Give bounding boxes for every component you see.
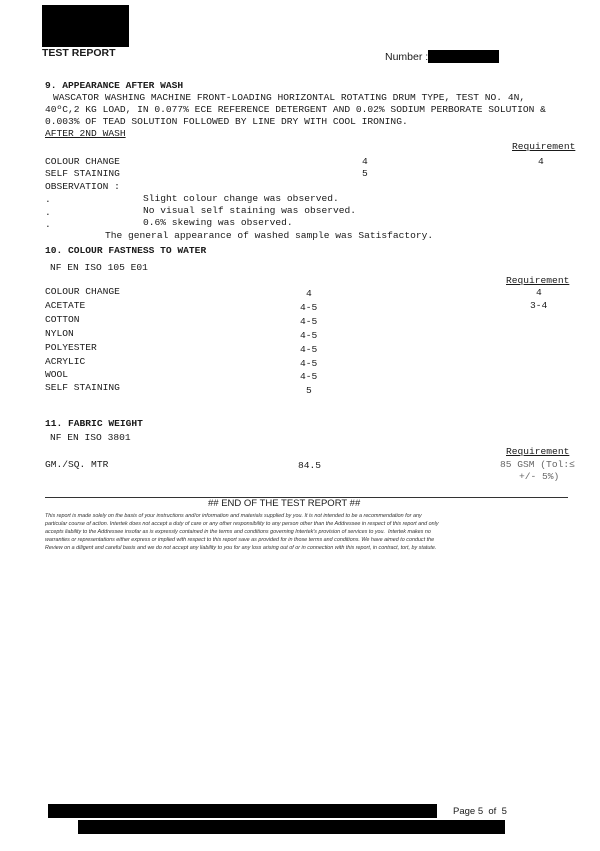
section-11-row-value: 84.5	[298, 460, 322, 471]
section-9-subheading: AFTER 2ND WASH	[45, 128, 126, 139]
section-9-row-value: 4	[362, 156, 368, 167]
section-10-standard: NF EN ISO 105 E01	[50, 262, 148, 273]
section-10-row-label: WOOL	[45, 369, 69, 380]
redacted-footer-line-1	[48, 804, 437, 818]
section-10-row-value: 4-5	[300, 316, 318, 327]
section-10-row-label: NYLON	[45, 328, 74, 339]
end-of-report: ## END OF THE TEST REPORT ##	[208, 498, 361, 509]
observation-label: OBSERVATION :	[45, 181, 120, 192]
disclaimer-line-5: Review on a diligent and careful basis and we do not accept any liability to you for any loss arising out of or in connection with this report, in contract, tort, by statute.	[45, 545, 437, 551]
report-number-label: Number :	[385, 51, 429, 63]
observation-text: No visual self staining was observed.	[143, 205, 357, 216]
observation-bullet: .	[45, 194, 51, 205]
redacted-logo	[42, 5, 129, 47]
section-10-row-value: 4-5	[300, 302, 318, 313]
observation-text: 0.6% skewing was observed.	[143, 217, 293, 228]
section-11-standard: NF EN ISO 3801	[50, 432, 131, 443]
section-10-row-label: ACETATE	[45, 300, 86, 311]
disclaimer-line-2: particular course of action. Intertek does not accept a duty of care or any other responsibility to any person other than the Addressee in respect of this report and only	[45, 521, 439, 527]
section-11-row-label: GM./SQ. MTR	[45, 459, 109, 470]
observation-text: Slight colour change was observed.	[143, 193, 339, 204]
disclaimer-line-1: This report is made solely on the basis of your instructions and/or information and materials supplied by you. It is not intended to be a recommendation for any	[45, 513, 422, 519]
section-10-row-value: 4-5	[300, 344, 318, 355]
section-10-heading: 10. COLOUR FASTNESS TO WATER	[45, 245, 207, 256]
section-11-row-requirement-line-1: 85 GSM (Tol:≤	[500, 459, 575, 470]
observation-bullet: .	[45, 207, 51, 218]
redacted-report-number	[428, 50, 499, 63]
disclaimer-line-4: warranties or representations either express or implied with respect to this report save as provided for in those terms and conditions. We have aimed to conduct the	[45, 537, 435, 543]
section-11-heading: 11. FABRIC WEIGHT	[45, 418, 143, 429]
page-number: Page 5 of 5	[453, 806, 507, 817]
section-9-method-line-3: 0.003% OF TEAD SOLUTION FOLLOWED BY LINE DRY WITH COOL IRONING.	[45, 116, 408, 127]
section-10-row-label: COTTON	[45, 314, 80, 325]
section-9-row-label: SELF STAINING	[45, 168, 120, 179]
section-10-row-requirement: 4	[536, 287, 542, 298]
section-10-requirement-header: Requirement	[506, 275, 570, 286]
section-9-conclusion: The general appearance of washed sample was Satisfactory.	[105, 230, 434, 241]
section-10-row-value: 5	[306, 385, 312, 396]
section-9-method-line-2: 40ºC,2 KG LOAD, IN 0.077% ECE REFERENCE DETERGENT AND 0.02% SODIUM PERBORATE SOLUTION &	[45, 104, 546, 115]
section-9-row-label: COLOUR CHANGE	[45, 156, 120, 167]
section-10-row-value: 4-5	[300, 358, 318, 369]
section-10-row-value: 4-5	[300, 371, 318, 382]
section-10-row-requirement: 3-4	[530, 300, 548, 311]
section-9-requirement-header: Requirement	[512, 141, 576, 152]
disclaimer-line-3: accepts liability to the Addressee insofar as is expressly contained in the terms and conditions governing Intertek's provision of services to you. Intertek makes no	[45, 529, 431, 535]
section-10-row-value: 4-5	[300, 330, 318, 341]
report-title: TEST REPORT	[42, 47, 116, 59]
section-11-requirement-header: Requirement	[506, 446, 570, 457]
section-10-row-label: POLYESTER	[45, 342, 97, 353]
section-10-row-value: 4	[306, 288, 312, 299]
redacted-footer-line-2	[78, 820, 505, 834]
section-9-row-requirement: 4	[538, 156, 544, 167]
section-9-method-line-1: WASCATOR WASHING MACHINE FRONT-LOADING HORIZONTAL ROTATING DRUM TYPE, TEST NO. 4N,	[53, 92, 526, 103]
section-10-row-label: SELF STAINING	[45, 382, 120, 393]
section-9-heading: 9. APPEARANCE AFTER WASH	[45, 80, 184, 91]
section-11-row-requirement-line-2: +/- 5%)	[519, 471, 560, 482]
observation-bullet: .	[45, 219, 51, 230]
section-10-row-label: COLOUR CHANGE	[45, 286, 120, 297]
section-9-row-value: 5	[362, 168, 368, 179]
section-10-row-label: ACRYLIC	[45, 356, 86, 367]
